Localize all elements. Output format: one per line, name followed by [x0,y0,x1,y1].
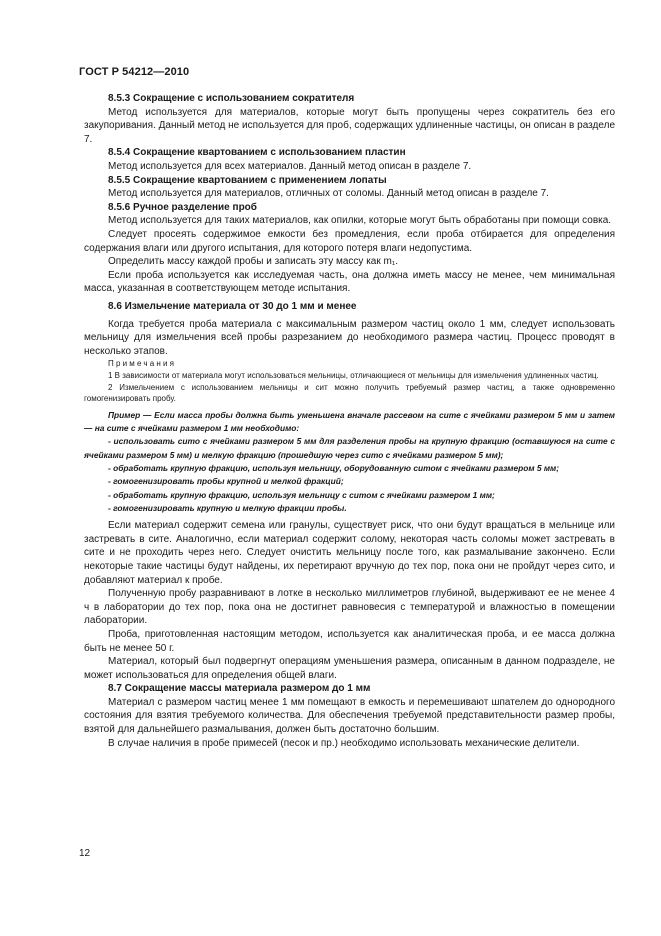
section-heading-8-6: 8.6 Измельчение материала от 30 до 1 мм и менее [108,300,357,312]
document-header: ГОСТ Р 54212—2010 [79,66,190,78]
example-step: - обработать крупную фракцию, используя мельницу, оборудованную ситом с ячейками размером 5 мм; [108,462,560,473]
paragraph: Если проба используется как исследуемая часть, она должна иметь массу не менее, чем минимальная масса, указанная в соответствующем методе испытания. [84,269,615,295]
paragraph: Материал с размером частиц менее 1 мм помещают в емкость и перемешивают шпателем до однородного состояния для взятия требуемого количества. Для обеспечения требуемой представительности размер пробы, взятой для дальнейшего размалывания, должен быть достаточно большим. [84,696,615,736]
paragraph: Полученную пробу разравнивают в лотке в несколько миллиметров глубиной, выдерживают ее не менее 4 ч в лаборатории до тех пор, пока она не достигнет равновесия с температурой и влажностью в помещении лаборатории. [84,588,615,627]
example-step: - гомогенизировать пробы крупной и мелкой фракций; [108,476,344,487]
section-heading-8-5-4: 8.5.4 Сокращение квартованием с использованием пластин [108,147,406,159]
paragraph: Когда требуется проба материала с максимальным размером частиц около 1 мм, следует использовать мельницу для измельчения всей пробы разрезанием до необходимого размера частиц. Процесс проводят в несколько этапов. [84,318,615,357]
paragraph: Метод используется для материалов, которые могут быть пропущены через сократитель без его закупоривания. Данный метод не используется для проб, содержащих удлиненные частицы, он описан в разделе 7. [84,106,615,145]
page-number: 12 [79,848,91,859]
section-heading-8-5-5: 8.5.5 Сокращение квартованием с применением лопаты [108,174,387,186]
section-heading-8-5-3: 8.5.3 Сокращение с использованием сократителя [108,93,355,104]
paragraph: Следует просеять содержимое емкости без промедления, если проба отбирается для определения содержания влаги или другого испытания, для которого потеря влаги недопустима. [84,228,615,254]
example-step: - использовать сито с ячейками размером 5 мм для разделения пробы на крупную фракцию (оставшуюся на сите с ячейками размером 5 мм) и мелкую фракцию (прошедшую через сито с ячейками размером 5 мм); [84,436,615,460]
section-heading-8-7: 8.7 Сокращение массы материала размером до 1 мм [108,683,371,695]
paragraph: Если материал содержит семена или гранулы, существует риск, что они будут вращаться в мельнице или застревать в сите. Аналогично, если материал содержит солому, некоторая часть соломы может застревать в сите и не проходить через него. Следует очистить мельницу после того, как размалывание закончено. Если некоторые такие частицы будут найдены, их перетирают вручную до тех пор, пока они не пройдут через сито, и добавляют материал к пробе. [84,520,615,586]
document-body [84,92,615,750]
paragraph: Материал, который был подвергнут операциям уменьшения размера, описанным в данном подразделе, не может использоваться для определения общей влаги. [84,656,615,681]
note-item: 2 Измельчением с использованием мельницы и сит можно получить требуемый размер частиц, а также одновременно гомогенизировать пробу. [84,382,615,404]
paragraph: Метод используется для материалов, отличных от соломы. Данный метод описан в разделе 7. [108,188,549,200]
note-item: 1 В зависимости от материала могут использоваться мельницы, отличающиеся от мельницы для измельчения удлиненных частиц. [108,371,599,381]
notes-title: Примечания [108,359,177,369]
example-intro: Пример — Если масса пробы должна быть уменьшена вначале рассевом на сите с ячейками размером 5 мм и затем — на сите с ячейками размером 1 мм необходимо: [84,409,615,434]
section-heading-8-5-6: 8.5.6 Ручное разделение проб [108,201,257,213]
example-step: - гомогенизировать крупную и мелкую фракции пробы. [108,502,347,513]
paragraph: Метод используется для таких материалов, как опилки, которые могут быть обработаны при помощи совка. [108,215,612,227]
paragraph: Проба, приготовленная настоящим методом, используется как аналитическая проба, и ее масса должна быть не менее 50 г. [84,628,615,654]
paragraph: В случае наличия в пробе примесей (песок и пр.) необходимо использовать механические делители. [108,737,580,749]
paragraph: Метод используется для всех материалов. Данный метод описан в разделе 7. [108,160,472,172]
paragraph: Определить массу каждой пробы и записать эту массу как m₁. [108,256,398,268]
example-step: - обработать крупную фракцию, используя мельницу с ситом с ячейками размером 1 мм; [108,489,495,500]
